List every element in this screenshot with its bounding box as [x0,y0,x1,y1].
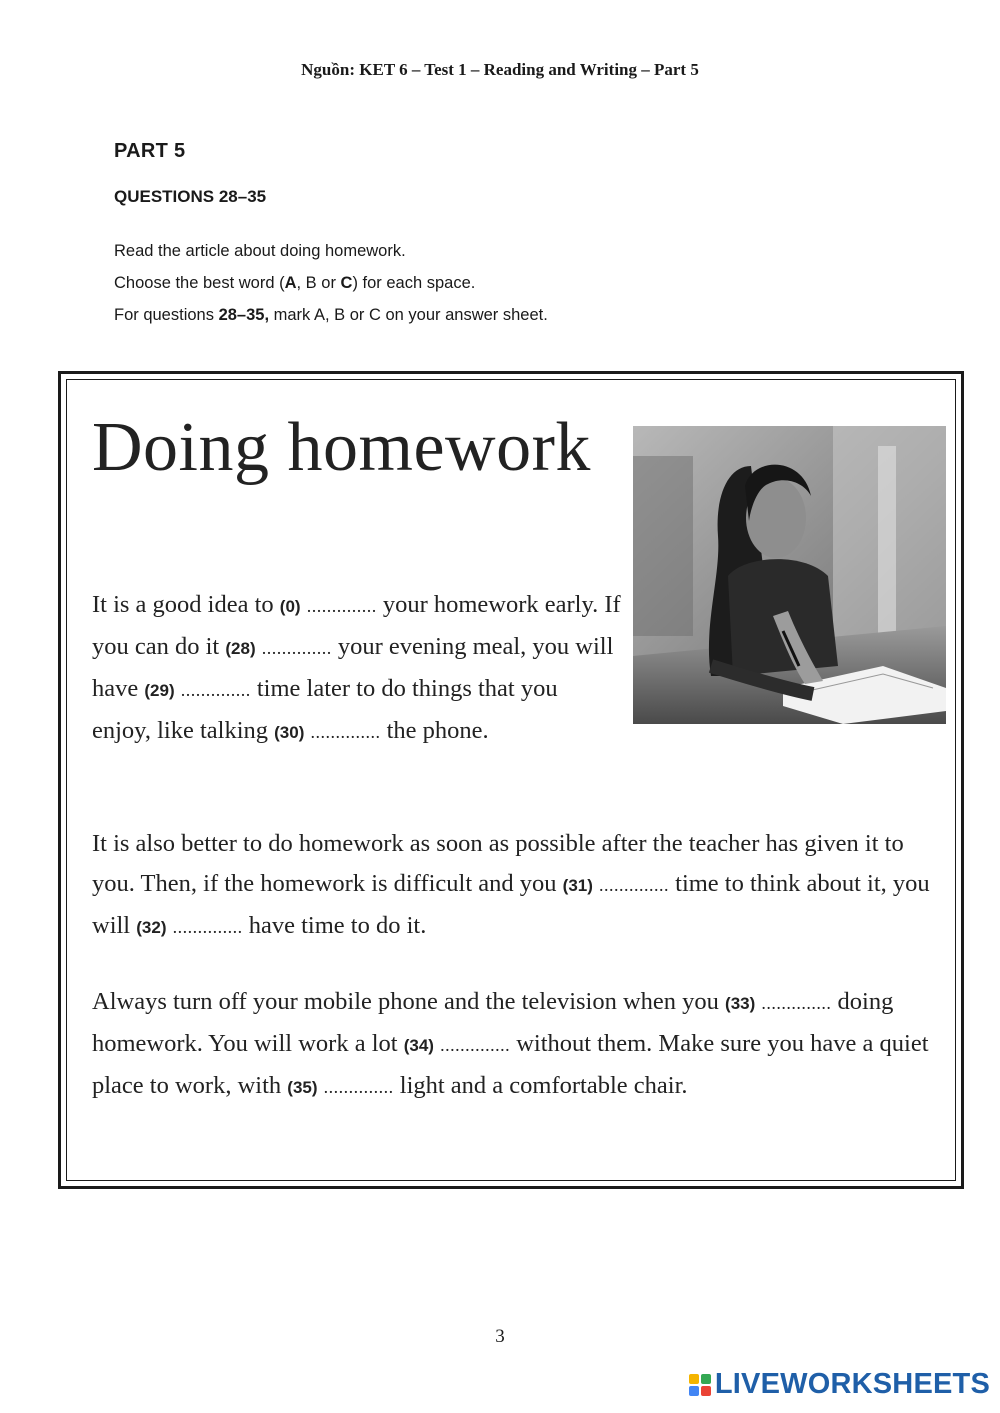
paragraph-text: It is also better to do homework as soon as possible after the teacher has given it to you. Then, if the homework is difficult and you [92,830,904,897]
instruction-text: , B or [296,274,341,292]
instruction-line-3 [114,299,548,331]
gap-number-35: (35) [287,1078,318,1097]
gap-number-28: (28) [225,639,256,658]
paragraph-text: light and a comfortable chair. [393,1072,688,1099]
article-paragraph-1 [92,585,622,753]
instruction-text: mark A, B or C on your answer sheet. [269,306,548,324]
paragraph-text: the phone. [380,717,489,744]
instruction-text: ) for each space. [352,274,476,292]
gap-number-34: (34) [403,1036,434,1055]
paragraph-text: time later to do things that you enjoy, like talking [92,675,558,744]
answer-gap-33[interactable]: .............. [761,993,832,1013]
gap-number-30: (30) [274,723,305,742]
instruction-emphasis: C [340,274,353,292]
paragraph-text: your homework early. If you can do it [92,591,621,660]
questions-range: QUESTIONS 28–35 [114,187,267,206]
paragraph-text: It is a good idea to [92,591,280,618]
paragraph-text: Always turn off your mobile phone and the television when you [92,988,726,1015]
article-paragraph-2 [92,824,942,948]
answer-gap-28[interactable]: .............. [261,638,332,658]
gap-number-32: (32) [136,918,167,937]
instruction-line-2 [114,267,548,299]
source-header: Nguồn: KET 6 – Test 1 – Reading and Writing – Part 5 [301,60,699,79]
paragraph-text: your evening meal, you will have [92,633,614,702]
instruction-text: For questions [114,306,219,324]
answer-gap-34[interactable]: .............. [440,1035,511,1055]
answer-gap-29[interactable]: .............. [180,680,251,700]
gap-number-29: (29) [144,681,175,700]
liveworksheets-brand-text: LIVEWORKSHEETS [714,1368,990,1400]
answer-gap-30[interactable]: .............. [310,722,381,742]
paragraph-text: doing homework. You will work a lot [92,988,894,1057]
liveworksheets-logo[interactable] [689,1368,990,1401]
instruction-text: Read the article about doing homework. [114,242,406,260]
instruction-text: Choose the best word ( [114,274,285,292]
page-number: 3 [495,1326,505,1347]
answer-gap-0[interactable]: .............. [306,596,377,616]
liveworksheets-logo-icon [689,1374,711,1396]
paragraph-text: have time to do it. [242,912,427,939]
answer-gap-31[interactable]: .............. [599,875,670,895]
instruction-line-1 [114,235,548,267]
girl-writing-photo [633,426,946,724]
answer-gap-35[interactable]: .............. [323,1077,394,1097]
instruction-emphasis: A [284,274,297,292]
article-title: Doing homework [92,409,591,486]
gap-number-33: (33) [725,994,756,1013]
instructions [114,235,548,331]
instruction-emphasis: 28–35, [218,306,270,324]
part-title: PART 5 [114,140,186,162]
paragraph-text: time to think about it, you will [92,870,930,939]
gap-number-31: (31) [562,876,593,895]
answer-gap-32[interactable]: .............. [172,917,243,937]
paragraph-text: without them. Make sure you have a quiet place to work, with [92,1030,929,1099]
article-paragraph-3 [92,982,942,1108]
gap-number-0: (0) [279,597,301,616]
